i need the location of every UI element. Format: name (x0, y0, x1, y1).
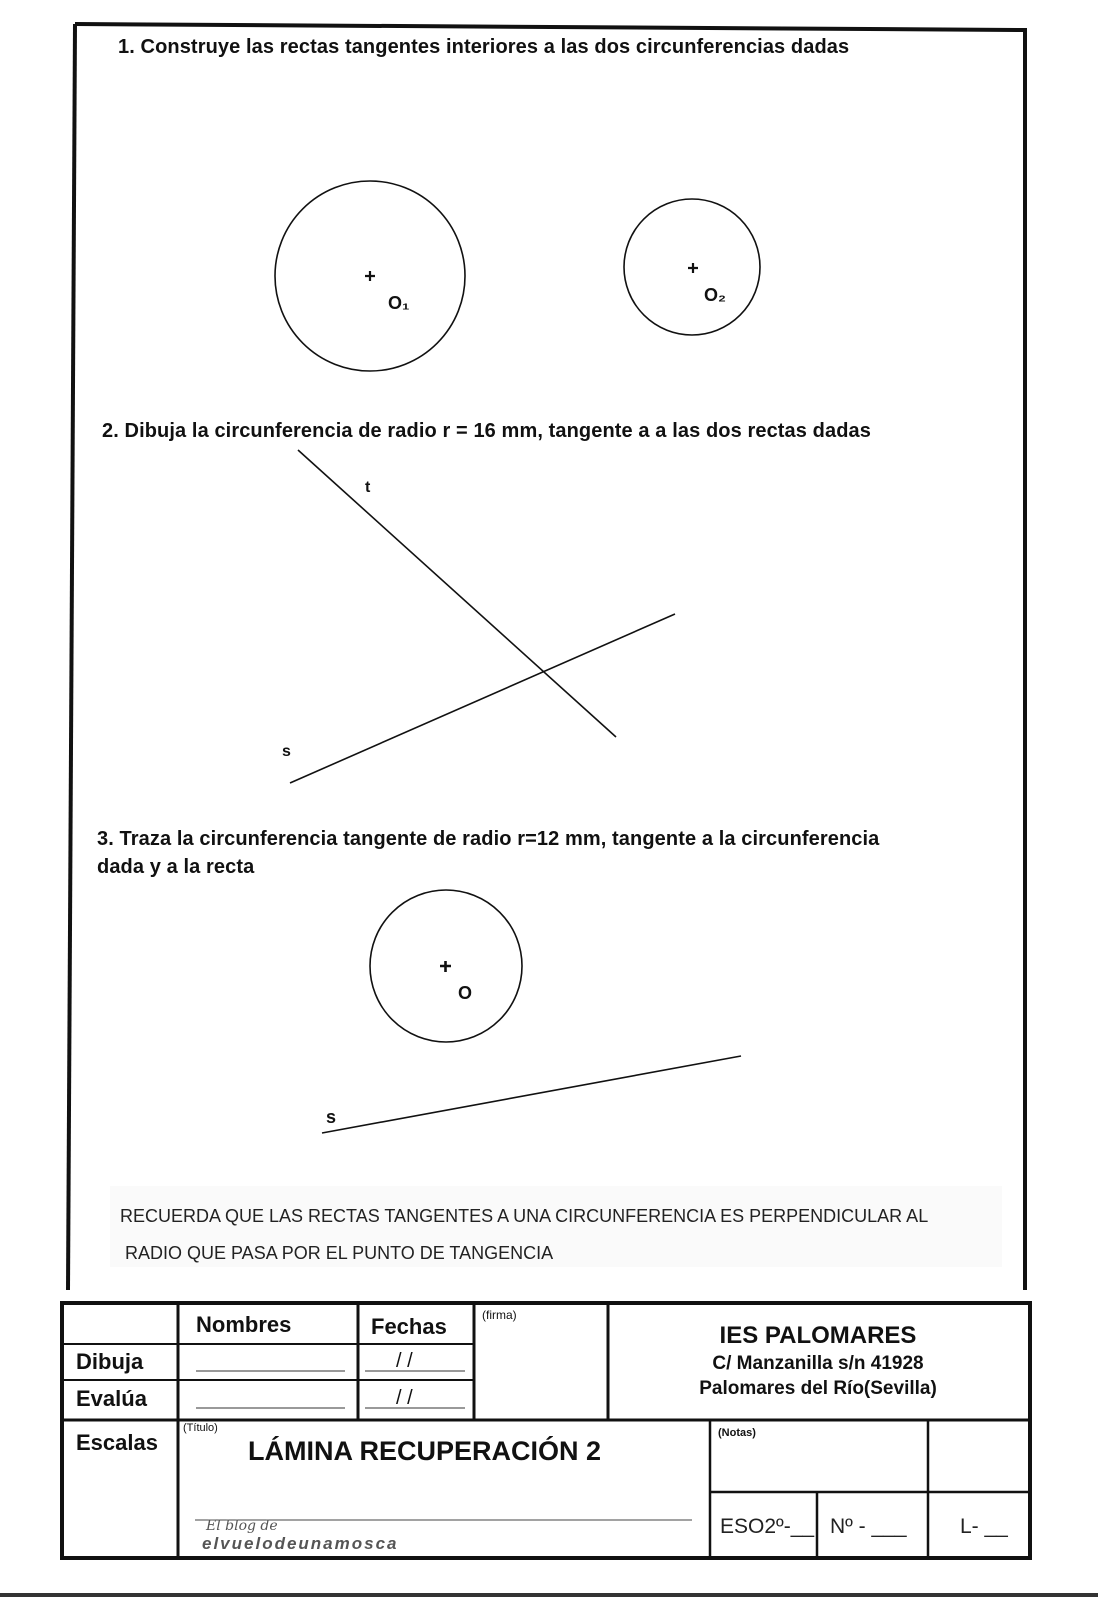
header-fechas: Fechas (371, 1314, 447, 1339)
label-firma: (firma) (482, 1308, 517, 1322)
blog-caption: El blog de (206, 1518, 278, 1534)
note-line-2: RADIO QUE PASA POR EL PUNTO DE TANGENCIA (125, 1243, 554, 1263)
sheet-frame-left (68, 24, 75, 1290)
line-s-ex2 (290, 614, 675, 783)
row-dibuja: Dibuja (76, 1349, 144, 1374)
header-nombres: Nombres (196, 1312, 292, 1337)
sheet-frame (75, 24, 1025, 1290)
sheet-title: LÁMINA RECUPERACIÓN 2 (248, 1436, 602, 1466)
school-address: C/ Manzanilla s/n 41928 (712, 1353, 924, 1374)
date-field-evalua[interactable]: / / (396, 1387, 413, 1409)
exercise-1-text: 1. Construye las rectas tangentes interiores a las dos circunferencias dadas (118, 36, 850, 58)
lamina-field: L- __ (960, 1515, 1008, 1538)
label-o1: O₁ (388, 293, 410, 313)
label-o: O (458, 983, 473, 1003)
blog-name: elvuelodeunamosca (202, 1534, 399, 1553)
label-notas: (Notas) (718, 1427, 756, 1439)
label-titulo: (Título) (183, 1422, 218, 1434)
center-mark-o2 (688, 263, 698, 273)
row-evalua: Evalúa (76, 1386, 147, 1411)
school-name: IES PALOMARES (719, 1322, 917, 1349)
label-t: t (365, 479, 371, 496)
exercise-3-text-line1: 3. Traza la circunferencia tangente de radio r=12 mm, tangente a la circunferencia (97, 828, 880, 850)
center-mark-o (440, 961, 451, 972)
exercise-2-text: 2. Dibuja la circunferencia de radio r = 16 mm, tangente a a las dos rectas dadas (102, 420, 871, 442)
label-o2: O₂ (704, 285, 726, 305)
line-t (298, 450, 616, 737)
center-mark-o1 (365, 271, 375, 281)
label-s-ex3: s (326, 1107, 337, 1127)
course-field: ESO2º-__ (720, 1515, 815, 1538)
number-field: Nº - ___ (830, 1515, 907, 1538)
note-line-1: RECUERDA QUE LAS RECTAS TANGENTES A UNA CIRCUNFERENCIA ES PERPENDICULAR AL (120, 1206, 929, 1226)
school-city: Palomares del Río(Sevilla) (699, 1378, 937, 1399)
date-field-dibuja[interactable]: / / (396, 1350, 413, 1372)
label-s-ex2: s (282, 743, 291, 760)
exercise-3-text-line2: dada y a la recta (97, 856, 255, 878)
line-s-ex3 (322, 1056, 741, 1133)
row-escalas: Escalas (76, 1430, 158, 1455)
